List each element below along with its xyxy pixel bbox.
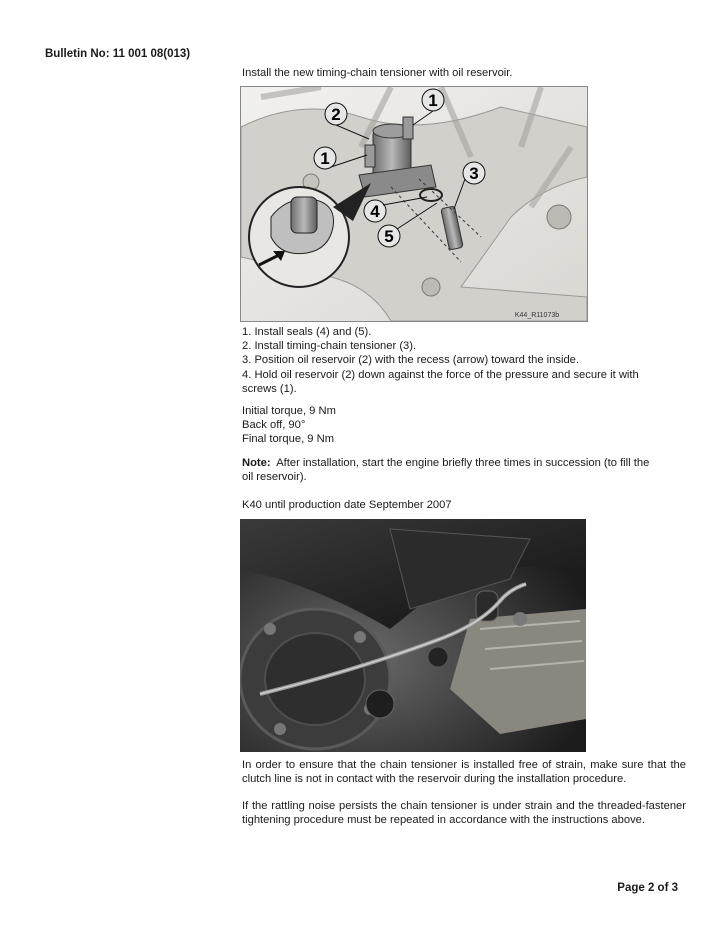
k40-heading: K40 until production date September 2007 xyxy=(242,499,452,511)
callout-3: 3 xyxy=(469,164,479,183)
note-block xyxy=(242,456,686,484)
step-4: 4. Hold oil reservoir (2) down against the force of the pressure and secure it with xyxy=(242,368,639,381)
step-4-continued: screws (1). xyxy=(242,382,297,395)
rattling-noise-instruction: If the rattling noise persists the chain tensioner is under strain and the threaded-fastener tightening procedure must be repeated in accordance with the instructions above. xyxy=(242,800,686,827)
callout-1-top: 1 xyxy=(428,91,438,110)
intro-text: Install the new timing-chain tensioner with oil reservoir. xyxy=(242,67,513,79)
note-text-line2: oil reservoir). xyxy=(242,471,307,484)
torque-initial: Initial torque, 9 Nm xyxy=(242,405,336,417)
page-number: Page 2 of 3 xyxy=(617,882,678,894)
callout-1-left: 1 xyxy=(320,149,330,168)
tensioner-diagram xyxy=(240,86,588,322)
callout-4: 4 xyxy=(370,202,380,221)
torque-back-off: Back off, 90° xyxy=(242,419,306,432)
step-3: 3. Position oil reservoir (2) with the recess (arrow) toward the inside. xyxy=(242,354,579,367)
torque-spec xyxy=(242,404,686,447)
callout-2: 2 xyxy=(331,105,341,124)
engine-photo xyxy=(240,519,586,752)
note-text-line1: After installation, start the engine briefly three times in succession (to fill the xyxy=(276,457,650,469)
figure-code: K44_R11073b xyxy=(514,312,560,319)
step-2: 2. Install timing-chain tensioner (3). xyxy=(242,340,417,353)
callout-5: 5 xyxy=(384,227,394,246)
steps-list xyxy=(242,325,686,396)
torque-final: Final torque, 9 Nm xyxy=(242,433,335,446)
step-1: 1. Install seals (4) and (5). xyxy=(242,326,372,338)
tensioner-diagram-art xyxy=(241,87,587,321)
engine-photo-art xyxy=(240,519,586,752)
note-label: Note: xyxy=(242,457,271,469)
bulletin-number: Bulletin No: 11 001 08(013) xyxy=(45,48,191,60)
clutch-line-instruction: In order to ensure that the chain tensioner is installed free of strain, make sure that the clutch line is not in contact with the reservoir during the installation procedure. xyxy=(242,759,686,786)
